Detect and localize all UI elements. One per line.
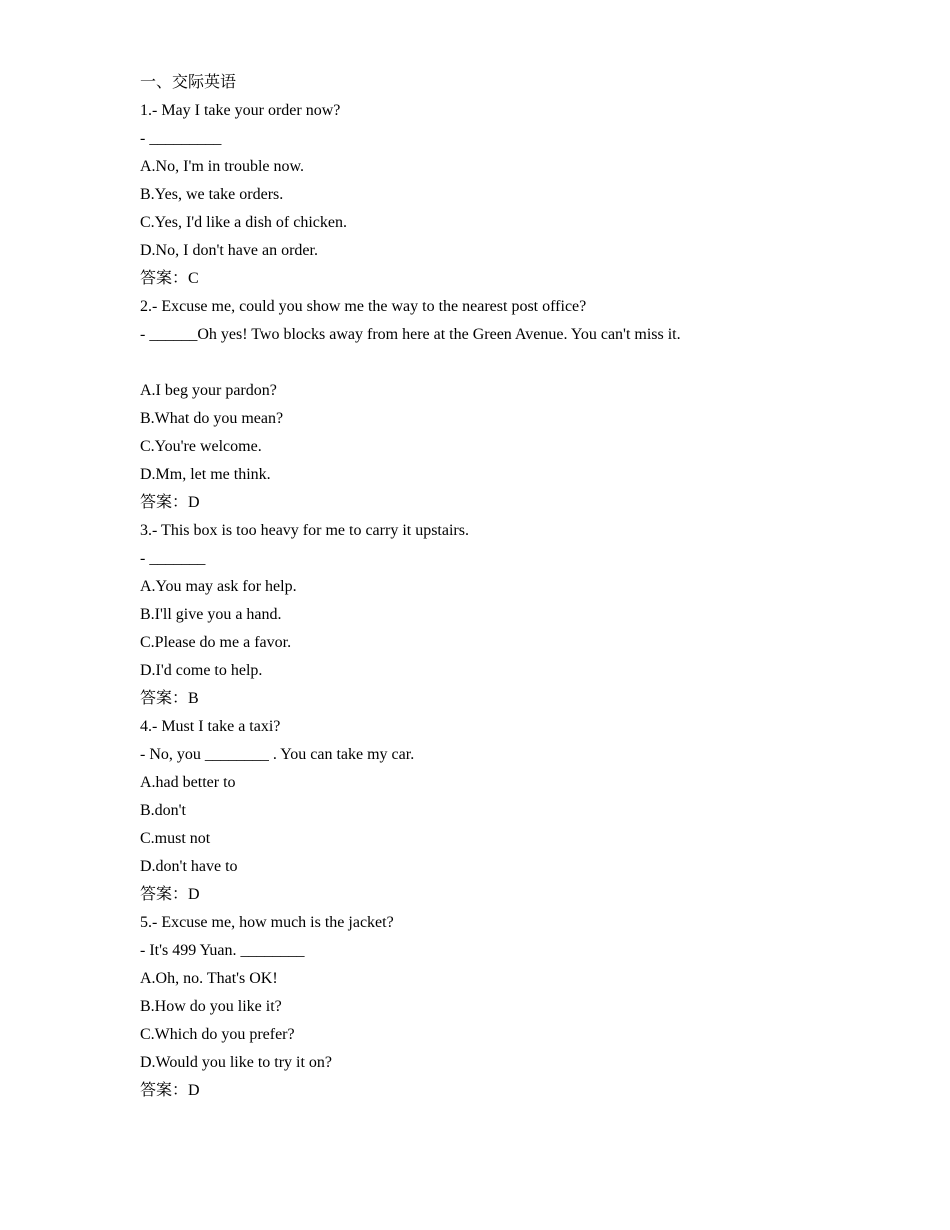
section-title: 一、交际英语 (140, 74, 237, 91)
option-a: A.Oh, no. That's OK! (140, 970, 278, 987)
question-response: - _______ (140, 550, 206, 567)
option-a: A.You may ask for help. (140, 578, 297, 595)
option-c: C.Yes, I'd like a dish of chicken. (140, 214, 348, 231)
option-d: D.No, I don't have an order. (140, 242, 318, 259)
question-response: - _________ (140, 130, 222, 147)
answer-key: 答案：D (140, 494, 200, 511)
option-c: C.You're welcome. (140, 438, 262, 455)
question-prompt: 3.- This box is too heavy for me to carry it upstairs. (140, 522, 469, 539)
question-block (140, 713, 840, 909)
option-a: A.had better to (140, 774, 236, 791)
answer-key: 答案：C (140, 270, 199, 287)
question-block (140, 293, 840, 517)
option-b: B.Yes, we take orders. (140, 186, 284, 203)
option-a: A.I beg your pardon? (140, 382, 277, 399)
option-d: D.Would you like to try it on? (140, 1054, 333, 1071)
option-b: B.don't (140, 802, 186, 819)
option-d: D.Mm, let me think. (140, 466, 271, 483)
option-b: B.How do you like it? (140, 998, 282, 1015)
question-prompt: 1.- May I take your order now? (140, 102, 341, 119)
question-prompt: 5.- Excuse me, how much is the jacket? (140, 914, 394, 931)
option-c: C.Please do me a favor. (140, 634, 292, 651)
blank-line (140, 349, 840, 377)
answer-key: 答案：B (140, 690, 199, 707)
answer-key: 答案：D (140, 886, 200, 903)
option-b: B.What do you mean? (140, 410, 284, 427)
question-prompt: 2.- Excuse me, could you show me the way to the nearest post office? (140, 298, 587, 315)
option-a: A.No, I'm in trouble now. (140, 158, 305, 175)
question-response: - ______Oh yes! Two blocks away from here at the Green Avenue. You can't miss it. (140, 326, 681, 343)
question-block (140, 909, 840, 1105)
question-prompt: 4.- Must I take a taxi? (140, 718, 281, 735)
option-b: B.I'll give you a hand. (140, 606, 282, 623)
question-block (140, 97, 840, 293)
option-d: D.I'd come to help. (140, 662, 263, 679)
question-block (140, 517, 840, 713)
option-c: C.Which do you prefer? (140, 1026, 295, 1043)
option-d: D.don't have to (140, 858, 238, 875)
document-page (140, 69, 840, 1105)
answer-key: 答案：D (140, 1082, 200, 1099)
question-response: - It's 499 Yuan. ________ (140, 942, 305, 959)
option-c: C.must not (140, 830, 211, 847)
question-response: - No, you ________ . You can take my car. (140, 746, 415, 763)
